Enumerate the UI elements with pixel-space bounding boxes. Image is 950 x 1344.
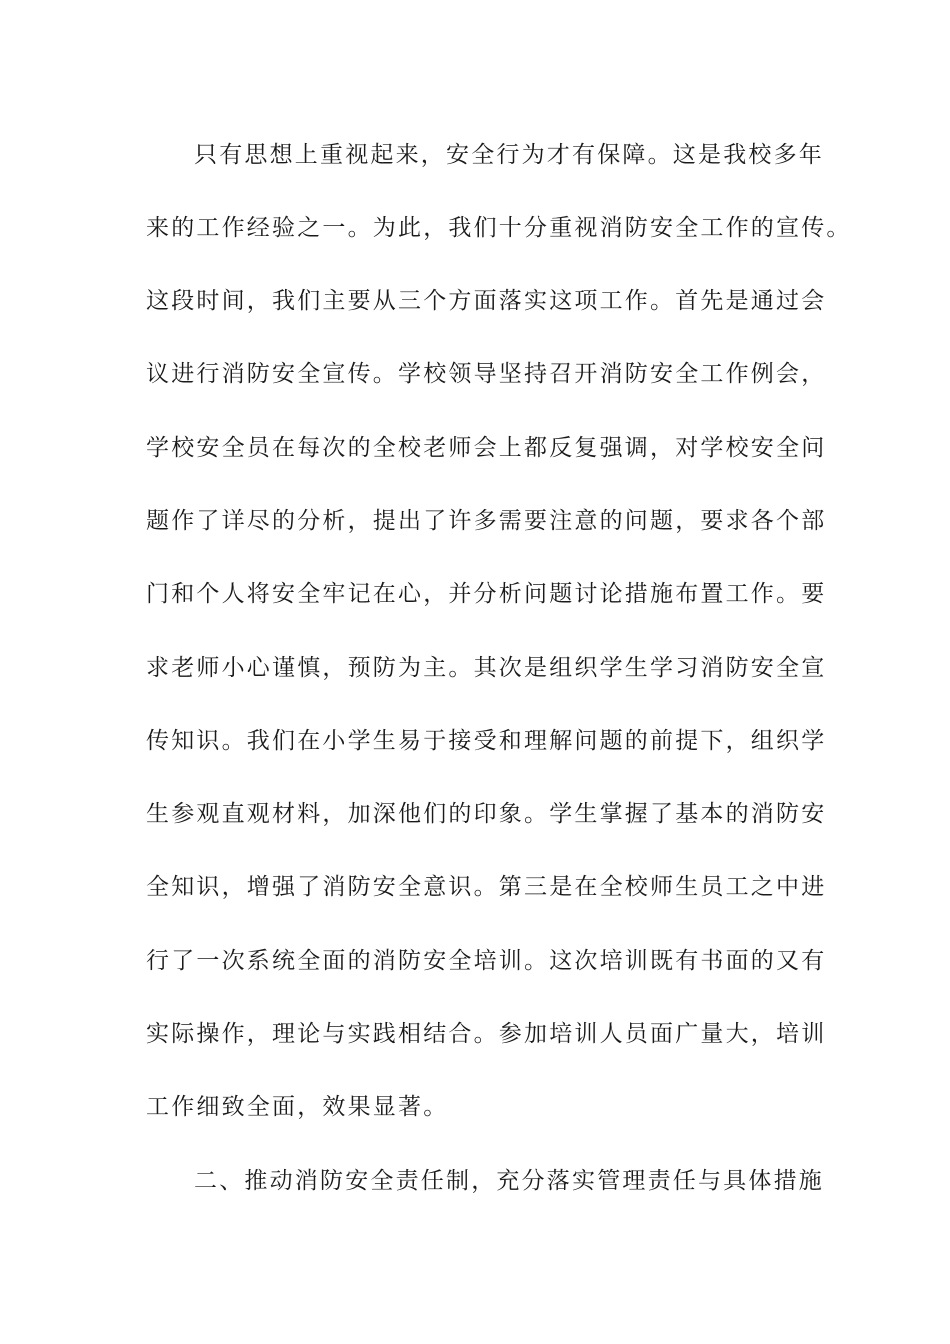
paragraph-line-5: 学校安全员在每次的全校老师会上都反复强调，对学校安全问 [146, 435, 827, 461]
paragraph-line-2: 来的工作经验之一。为此，我们十分重视消防安全工作的宣传。 [146, 215, 852, 241]
paragraph-line-9: 传知识。我们在小学生易于接受和理解问题的前提下，组织学 [146, 728, 827, 754]
paragraph-line-10: 生参观直观材料，加深他们的印象。学生掌握了基本的消防安 [146, 801, 827, 827]
paragraph-line-14: 工作细致全面，效果显著。 [146, 1094, 449, 1120]
paragraph-line-3: 这段时间，我们主要从三个方面落实这项工作。首先是通过会 [146, 288, 827, 314]
paragraph-line-11: 全知识，增强了消防安全意识。第三是在全校师生员工之中进 [146, 874, 827, 900]
paragraph-line-6: 题作了详尽的分析，提出了许多需要注意的问题，要求各个部 [146, 508, 827, 534]
paragraph-line-4: 议进行消防安全宣传。学校领导坚持召开消防安全工作例会， [146, 361, 827, 387]
section-heading: 二、推动消防安全责任制，充分落实管理责任与具体措施 [194, 1168, 824, 1194]
paragraph-line-8: 求老师小心谨慎，预防为主。其次是组织学生学习消防安全宣 [146, 655, 827, 681]
paragraph-line-13: 实际操作，理论与实践相结合。参加培训人员面广量大，培训 [146, 1021, 827, 1047]
paragraph-line-12: 行了一次系统全面的消防安全培训。这次培训既有书面的又有 [146, 948, 827, 974]
paragraph-line-7: 门和个人将安全牢记在心，并分析问题讨论措施布置工作。要 [146, 581, 827, 607]
paragraph-line-1: 只有思想上重视起来，安全行为才有保障。这是我校多年 [194, 142, 824, 168]
